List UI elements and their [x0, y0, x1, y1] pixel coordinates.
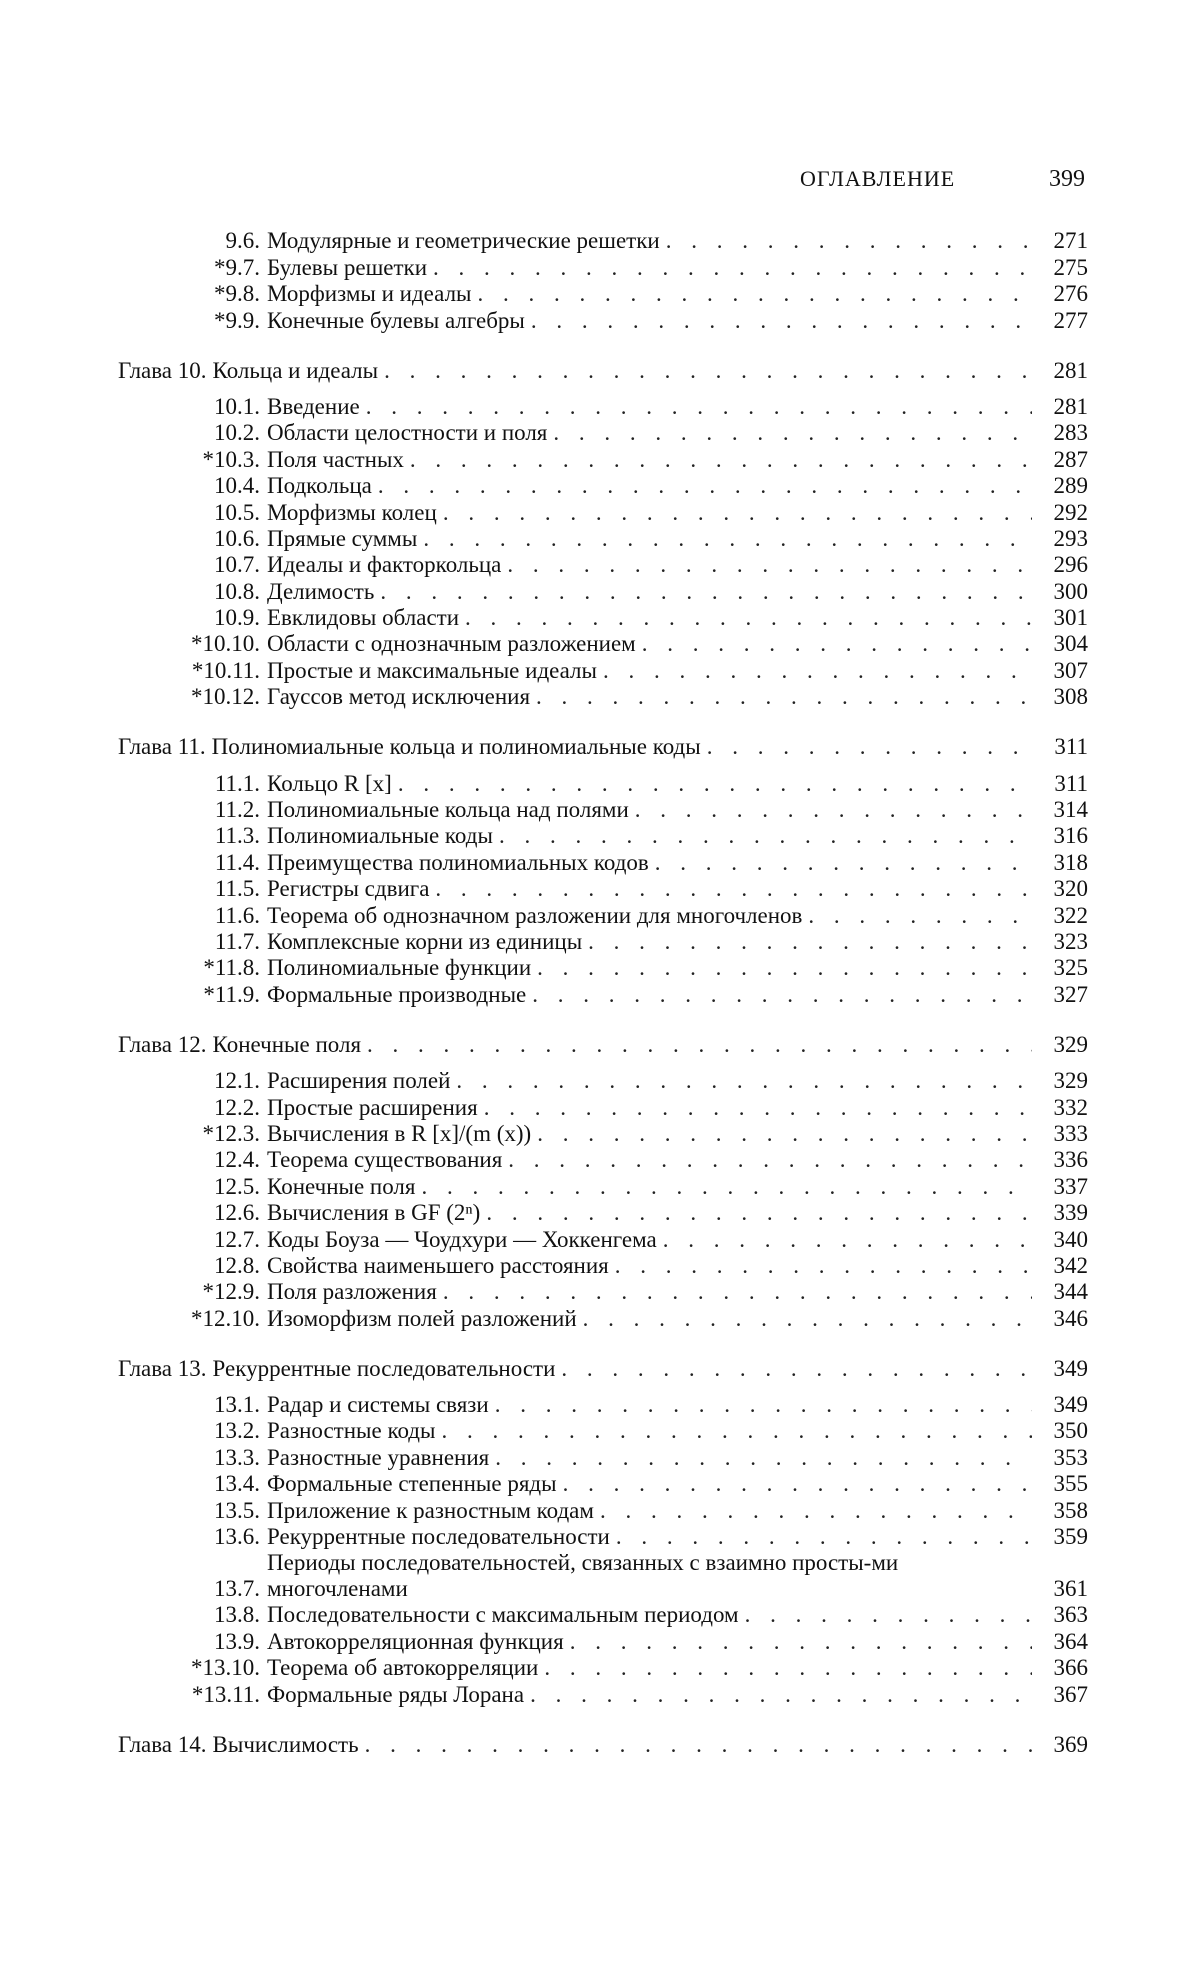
- section-number: 13.7.: [214, 1576, 260, 1602]
- section-number: *12.3.: [202, 1120, 260, 1146]
- chapter-block: [118, 1352, 1088, 1708]
- chapter-title: Конечные поля: [212, 1031, 362, 1057]
- section-number: *11.8.: [203, 955, 260, 981]
- dot-leader: [443, 1279, 1032, 1305]
- dot-leader: [495, 1445, 1032, 1471]
- section-number: 12.4.: [214, 1147, 260, 1173]
- toc-entry: [118, 578, 1088, 604]
- section-page: 340: [1053, 1226, 1088, 1252]
- dot-leader: [422, 1174, 1033, 1200]
- section-number: 11.2.: [214, 797, 260, 823]
- toc-entry: [118, 228, 1088, 254]
- section-page: 367: [1053, 1681, 1088, 1707]
- dot-leader: [465, 605, 1032, 631]
- chapter-label: Глава 12.: [118, 1031, 207, 1057]
- section-page: 353: [1053, 1444, 1088, 1470]
- chapter-page: 369: [1053, 1731, 1088, 1757]
- toc-entry: [118, 420, 1088, 446]
- section-title: Полиномиальные коды: [267, 823, 493, 849]
- section-page: 283: [1053, 420, 1088, 446]
- chapter-block: [118, 354, 1088, 711]
- toc-entry: [118, 1147, 1088, 1173]
- section-page: 293: [1053, 525, 1088, 551]
- chapter-title: Полиномиальные кольца и полиномиальные коды: [211, 734, 701, 760]
- section-number: 11.6.: [214, 902, 260, 928]
- section-title: Евклидовы области: [267, 605, 460, 631]
- toc-entry: [118, 1444, 1088, 1470]
- chapter-page: 311: [1054, 734, 1088, 760]
- section-page: 318: [1053, 849, 1088, 875]
- section-number: 13.9.: [214, 1628, 260, 1654]
- dot-leader: [603, 658, 1032, 684]
- section-page: 333: [1053, 1120, 1088, 1146]
- toc-entry: [118, 1628, 1088, 1654]
- section-title: Конечные поля: [267, 1173, 416, 1199]
- dot-leader: [380, 579, 1032, 605]
- section-title: Рекуррентные последовательности: [267, 1524, 610, 1550]
- section-page: 355: [1053, 1471, 1088, 1497]
- dot-leader: [563, 1471, 1032, 1497]
- section-page: 304: [1053, 631, 1088, 657]
- section-title: Делимость: [267, 578, 375, 604]
- section-number: *13.10.: [191, 1655, 260, 1681]
- section-title: Формальные производные: [267, 981, 527, 1007]
- section-title: Гауссов метод исключения: [267, 684, 531, 710]
- section-number: 11.3.: [214, 823, 260, 849]
- chapter-label: Глава 11.: [118, 734, 206, 760]
- section-page: 292: [1053, 499, 1088, 525]
- section-number: 10.9.: [214, 605, 260, 631]
- chapter-title: Рекуррентные последовательности: [212, 1355, 556, 1381]
- section-title: Радар и системы связи: [267, 1392, 489, 1418]
- toc-entry: [118, 1226, 1088, 1252]
- section-page: 275: [1053, 254, 1088, 280]
- section-page: 311: [1054, 770, 1088, 796]
- toc-entry: [118, 1094, 1088, 1120]
- section-title: Разностные уравнения: [267, 1444, 490, 1470]
- dot-leader: [635, 797, 1032, 823]
- section-page: 271: [1053, 228, 1088, 254]
- toc-entry: [118, 1497, 1088, 1523]
- section-title: Автокорреляционная функция: [267, 1628, 564, 1654]
- toc-entry: [118, 823, 1088, 849]
- dot-leader: [499, 823, 1032, 849]
- section-number: 13.1.: [214, 1392, 260, 1418]
- section-title: Регистры сдвига: [267, 876, 430, 902]
- chapter-page: 329: [1053, 1031, 1088, 1057]
- section-page: 336: [1053, 1147, 1088, 1173]
- section-title: Приложение к разностным кодам: [267, 1497, 594, 1523]
- running-header-title: ОГЛАВЛЕНИЕ: [800, 166, 956, 191]
- section-title: Теорема существования: [267, 1147, 503, 1173]
- section-title: Идеалы и факторкольца: [267, 552, 502, 578]
- dot-leader: [443, 500, 1032, 526]
- section-number: *9.7.: [214, 254, 260, 280]
- toc-entry: [118, 770, 1088, 796]
- dot-leader: [486, 1200, 1032, 1226]
- section-title: Булевы решетки: [267, 254, 428, 280]
- dot-leader: [616, 1524, 1032, 1550]
- toc-entry: [118, 657, 1088, 683]
- chapter-label: Глава 14.: [118, 1731, 207, 1757]
- section-title: Теорема об автокорреляции: [267, 1655, 539, 1681]
- section-title: Комплексные корни из единицы: [267, 928, 583, 954]
- toc-entry: [118, 1471, 1088, 1497]
- section-page: 287: [1053, 446, 1088, 472]
- section-number: 13.3.: [214, 1444, 260, 1470]
- chapter-block: [118, 1728, 1088, 1758]
- section-page: 342: [1053, 1252, 1088, 1278]
- section-title: Коды Боуза — Чоудхури — Хоккенгема: [267, 1226, 657, 1252]
- chapter-heading: [118, 354, 1088, 384]
- dot-leader: [583, 1306, 1032, 1332]
- dot-leader: [441, 1418, 1032, 1444]
- section-number: 13.4.: [214, 1471, 260, 1497]
- section-page: 320: [1053, 876, 1088, 902]
- dot-leader: [532, 982, 1032, 1008]
- toc-entry: [118, 1200, 1088, 1226]
- toc-entry: [118, 849, 1088, 875]
- section-page: 332: [1053, 1094, 1088, 1120]
- toc-entry: [118, 1392, 1088, 1418]
- section-page: 277: [1053, 307, 1088, 333]
- section-title: Морфизмы колец: [267, 499, 437, 525]
- chapter-title: Кольца и идеалы: [212, 357, 379, 383]
- toc-entry: [118, 684, 1088, 710]
- toc-entry: [118, 281, 1088, 307]
- dot-leader: [537, 955, 1032, 981]
- dot-leader: [561, 1356, 1032, 1382]
- toc-entry: [118, 526, 1088, 552]
- section-title: Прямые суммы: [267, 525, 418, 551]
- section-title: Свойства наименьшего расстояния: [267, 1252, 609, 1278]
- section-number: 11.7.: [214, 928, 260, 954]
- section-page: 314: [1053, 797, 1088, 823]
- chapter-block: [118, 228, 1088, 334]
- dot-leader: [808, 903, 1032, 929]
- section-page: 308: [1053, 684, 1088, 710]
- chapter-heading: [118, 1728, 1088, 1758]
- toc-entry: [118, 1418, 1088, 1444]
- section-title: Разностные коды: [267, 1418, 436, 1444]
- chapter-block: [118, 730, 1088, 1008]
- toc-entry: [118, 605, 1088, 631]
- section-page: 350: [1053, 1418, 1088, 1444]
- toc-entry: [118, 1279, 1088, 1305]
- section-title: Преимущества полиномиальных кодов: [267, 849, 649, 875]
- section-title: Простые и максимальные идеалы: [267, 657, 597, 683]
- section-title: Морфизмы и идеалы: [267, 281, 472, 307]
- dot-leader: [433, 255, 1032, 281]
- toc-entry: [118, 797, 1088, 823]
- dot-leader: [615, 1253, 1032, 1279]
- dot-leader: [398, 771, 1032, 797]
- dot-leader: [537, 1121, 1032, 1147]
- dot-leader: [384, 358, 1032, 384]
- toc-entry: [118, 1173, 1088, 1199]
- dot-leader: [707, 734, 1032, 760]
- toc-entry: [118, 1305, 1088, 1331]
- toc-entry: [118, 631, 1088, 657]
- section-number: *10.12.: [191, 684, 260, 710]
- section-number: 13.8.: [214, 1602, 260, 1628]
- toc-entry: [118, 1068, 1088, 1094]
- section-title: Теорема об однозначном разложении для многочленов: [267, 902, 803, 928]
- running-header: [800, 166, 1085, 193]
- section-page: 301: [1053, 605, 1088, 631]
- section-page: 327: [1053, 981, 1088, 1007]
- toc-entry: [118, 446, 1088, 472]
- section-title: Области целостности и поля: [267, 420, 548, 446]
- toc-entry: [118, 1524, 1088, 1550]
- section-number: 12.1.: [214, 1068, 260, 1094]
- section-title: Расширения полей: [267, 1068, 451, 1094]
- dot-leader: [378, 473, 1032, 499]
- section-number: 13.6.: [214, 1524, 260, 1550]
- toc-entry: [118, 902, 1088, 928]
- dot-leader: [484, 1095, 1032, 1121]
- section-title: Периоды последовательностей, связанных с взаимно просты-ми многочленами: [267, 1550, 899, 1602]
- section-number: 12.8.: [214, 1252, 260, 1278]
- section-number: 10.1.: [214, 393, 260, 419]
- section-number: *10.11.: [191, 657, 260, 683]
- section-number: 12.7.: [214, 1226, 260, 1252]
- section-page: 344: [1053, 1279, 1088, 1305]
- dot-leader: [588, 929, 1032, 955]
- section-page: 281: [1053, 393, 1088, 419]
- section-page: 316: [1053, 823, 1088, 849]
- section-page: 346: [1053, 1305, 1088, 1331]
- toc-entry: [118, 307, 1088, 333]
- dot-leader: [367, 1032, 1032, 1058]
- section-number: *12.10.: [191, 1305, 260, 1331]
- section-title: Кольцо R [x]: [267, 770, 392, 796]
- chapter-page: 349: [1053, 1355, 1088, 1381]
- dot-leader: [642, 631, 1032, 657]
- chapter-block: [118, 1028, 1088, 1332]
- dot-leader: [410, 447, 1032, 473]
- section-title: Поля частных: [267, 446, 404, 472]
- section-number: 13.2.: [214, 1418, 260, 1444]
- chapter-title: Вычислимость: [212, 1731, 359, 1757]
- chapter-label: Глава 10.: [118, 357, 207, 383]
- section-title: Формальные степенные ряды: [267, 1471, 557, 1497]
- dot-leader: [435, 876, 1032, 902]
- toc-entry: [118, 1550, 1088, 1602]
- section-title: Поля разложения: [267, 1279, 437, 1305]
- toc-entry: [118, 473, 1088, 499]
- dot-leader: [544, 1655, 1032, 1681]
- section-number: *13.11.: [191, 1681, 260, 1707]
- section-page: 307: [1053, 657, 1088, 683]
- section-page: 276: [1053, 281, 1088, 307]
- section-number: *12.9.: [202, 1279, 260, 1305]
- section-page: 363: [1053, 1602, 1088, 1628]
- dot-leader: [655, 850, 1032, 876]
- chapter-heading: [118, 1028, 1088, 1058]
- section-number: 11.1.: [214, 770, 260, 796]
- toc-entry: [118, 955, 1088, 981]
- dot-leader: [666, 228, 1032, 254]
- toc-entry: [118, 981, 1088, 1007]
- section-number: 11.4.: [214, 849, 260, 875]
- section-number: 9.6.: [225, 228, 260, 254]
- section-title: Простые расширения: [267, 1094, 478, 1120]
- toc-entry: [118, 929, 1088, 955]
- section-title: Вычисления в GF (2ⁿ): [267, 1200, 481, 1226]
- section-page: 359: [1053, 1524, 1088, 1550]
- chapter-label: Глава 13.: [118, 1355, 207, 1381]
- toc-entry: [118, 1681, 1088, 1707]
- section-page: 323: [1053, 928, 1088, 954]
- section-number: 12.5.: [214, 1173, 260, 1199]
- dot-leader: [553, 420, 1032, 446]
- toc-entry: [118, 876, 1088, 902]
- section-title: Модулярные и геометрические решетки: [267, 228, 660, 254]
- toc-entry: [118, 552, 1088, 578]
- section-number: 10.7.: [214, 552, 260, 578]
- section-page: 300: [1053, 578, 1088, 604]
- section-number: *10.3.: [202, 446, 260, 472]
- toc-entry: [118, 394, 1088, 420]
- table-of-contents: [118, 228, 1088, 1778]
- section-number: 10.2.: [214, 420, 260, 446]
- section-title: Полиномиальные функции: [267, 955, 532, 981]
- dot-leader: [745, 1602, 1032, 1628]
- section-number: 11.5.: [214, 876, 260, 902]
- toc-entry: [118, 1655, 1088, 1681]
- toc-entry: [118, 1253, 1088, 1279]
- section-number: 10.8.: [214, 578, 260, 604]
- chapter-heading: [118, 1352, 1088, 1382]
- dot-leader: [507, 552, 1032, 578]
- section-page: 349: [1053, 1392, 1088, 1418]
- section-title: Формальные ряды Лорана: [267, 1681, 525, 1707]
- section-number: *11.9.: [203, 981, 260, 1007]
- section-title: Введение: [267, 393, 360, 419]
- section-number: *10.10.: [191, 631, 260, 657]
- section-number: 10.4.: [214, 473, 260, 499]
- section-page: 296: [1053, 552, 1088, 578]
- section-page: 322: [1053, 902, 1088, 928]
- dot-leader: [531, 308, 1032, 334]
- section-number: 12.2.: [214, 1094, 260, 1120]
- toc-entry: [118, 1121, 1088, 1147]
- section-title: Полиномиальные кольца над полями: [267, 797, 629, 823]
- toc-entry: [118, 1602, 1088, 1628]
- dot-leader: [600, 1498, 1032, 1524]
- section-title: Вычисления в R [x]/(m (x)): [267, 1120, 532, 1146]
- dot-leader: [423, 526, 1032, 552]
- section-page: 358: [1053, 1497, 1088, 1523]
- toc-entry: [118, 499, 1088, 525]
- section-number: *9.9.: [214, 307, 260, 333]
- section-page: 337: [1053, 1173, 1088, 1199]
- dot-leader: [366, 394, 1032, 420]
- page-number: 399: [1049, 166, 1085, 192]
- section-title: Последовательности с максимальным периодом: [267, 1602, 739, 1628]
- section-number: 10.6.: [214, 525, 260, 551]
- section-page: 339: [1053, 1200, 1088, 1226]
- dot-leader: [663, 1227, 1032, 1253]
- chapter-heading: [118, 730, 1088, 760]
- section-page: 289: [1053, 473, 1088, 499]
- section-number: 12.6.: [214, 1200, 260, 1226]
- section-page: 325: [1053, 955, 1088, 981]
- section-title: Изоморфизм полей разложений: [267, 1305, 577, 1331]
- section-title: Подкольца: [267, 473, 372, 499]
- dot-leader: [456, 1068, 1032, 1094]
- section-number: 10.5.: [214, 499, 260, 525]
- section-page: 366: [1053, 1655, 1088, 1681]
- section-number: *9.8.: [214, 281, 260, 307]
- dot-leader: [508, 1147, 1032, 1173]
- section-page: 329: [1053, 1068, 1088, 1094]
- section-number: 13.5.: [214, 1497, 260, 1523]
- dot-leader: [495, 1392, 1032, 1418]
- section-page: 361: [1053, 1576, 1088, 1602]
- dot-leader: [478, 281, 1032, 307]
- toc-entry: [118, 254, 1088, 280]
- section-page: 364: [1053, 1628, 1088, 1654]
- dot-leader: [570, 1629, 1032, 1655]
- dot-leader: [365, 1732, 1032, 1758]
- dot-leader: [536, 684, 1032, 710]
- dot-leader: [530, 1682, 1032, 1708]
- chapter-page: 281: [1053, 357, 1088, 383]
- section-title: Области с однозначным разложением: [267, 631, 636, 657]
- section-title: Конечные булевы алгебры: [267, 307, 525, 333]
